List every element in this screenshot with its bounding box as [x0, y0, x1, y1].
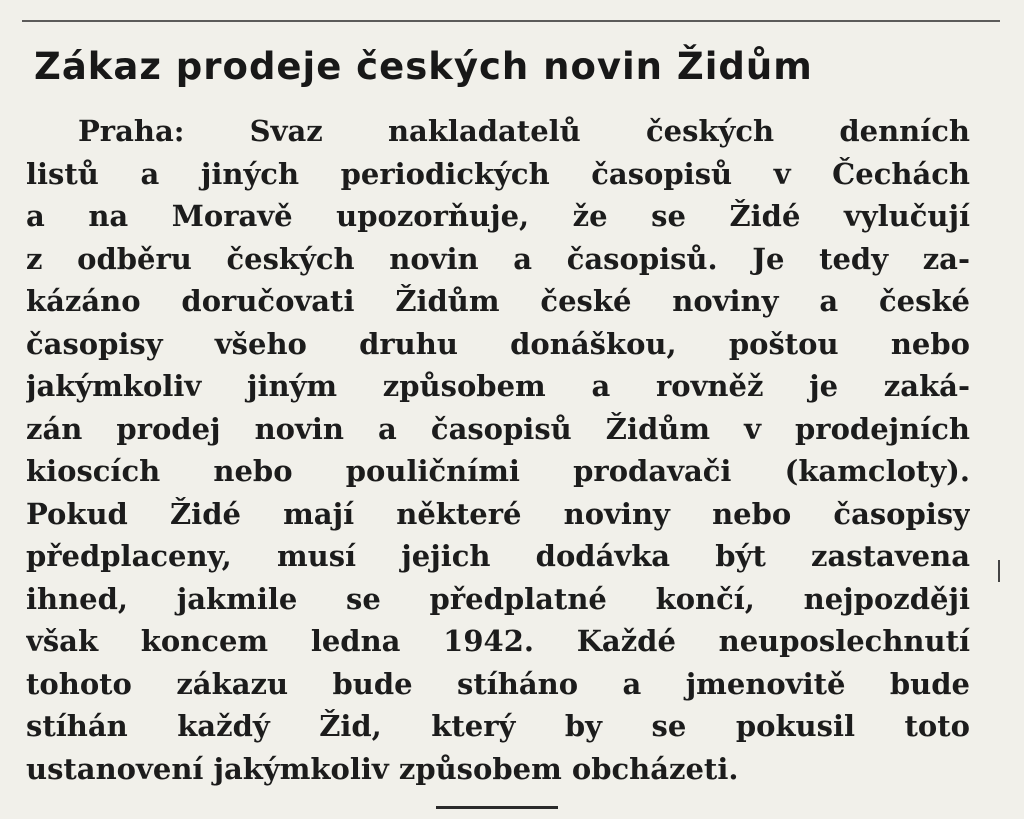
article-line: časopisy všeho druhu donáškou, poštou nebo	[26, 326, 970, 361]
article	[26, 40, 970, 790]
article-line: zán prodej novin a časopisů Židům v prodejních	[26, 411, 970, 446]
article-line: ihned, jakmile se předplatné končí, nejpozději	[26, 581, 970, 616]
top-divider	[22, 20, 1000, 22]
article-line: z odběru českých novin a časopisů. Je tedy za-	[26, 241, 970, 276]
article-line: kázáno doručovati Židům české noviny a české	[26, 284, 970, 318]
article-line: Pokud Židé mají některé noviny nebo časopisy	[26, 496, 970, 531]
article-body	[26, 110, 970, 790]
article-line: tohoto zákazu bude stíháno a jmenovitě bude	[26, 666, 970, 701]
article-line: kioscích nebo pouličními prodavači (kamcloty).	[26, 454, 970, 488]
article-line: stíhán každý Žid, který by se pokusil toto	[26, 709, 970, 743]
edge-mark	[998, 560, 1000, 582]
article-line: a na Moravě upozorňuje, že se Židé vylučují	[26, 199, 970, 233]
article-line: Praha: Svaz nakladatelů českých denních	[78, 114, 970, 148]
bottom-divider	[436, 806, 558, 809]
article-line: jakýmkoliv jiným způsobem a rovněž je zaká-	[26, 369, 970, 403]
article-line: ustanovení jakýmkoliv způsobem obcházeti.	[26, 751, 739, 786]
article-line: předplaceny, musí jejich dodávka být zastavena	[26, 539, 970, 573]
article-headline: Zákaz prodeje českých novin Židům	[34, 45, 813, 88]
article-line: však koncem ledna 1942. Každé neuposlechnutí	[26, 624, 970, 658]
article-line: listů a jiných periodických časopisů v Čechách	[26, 156, 970, 191]
